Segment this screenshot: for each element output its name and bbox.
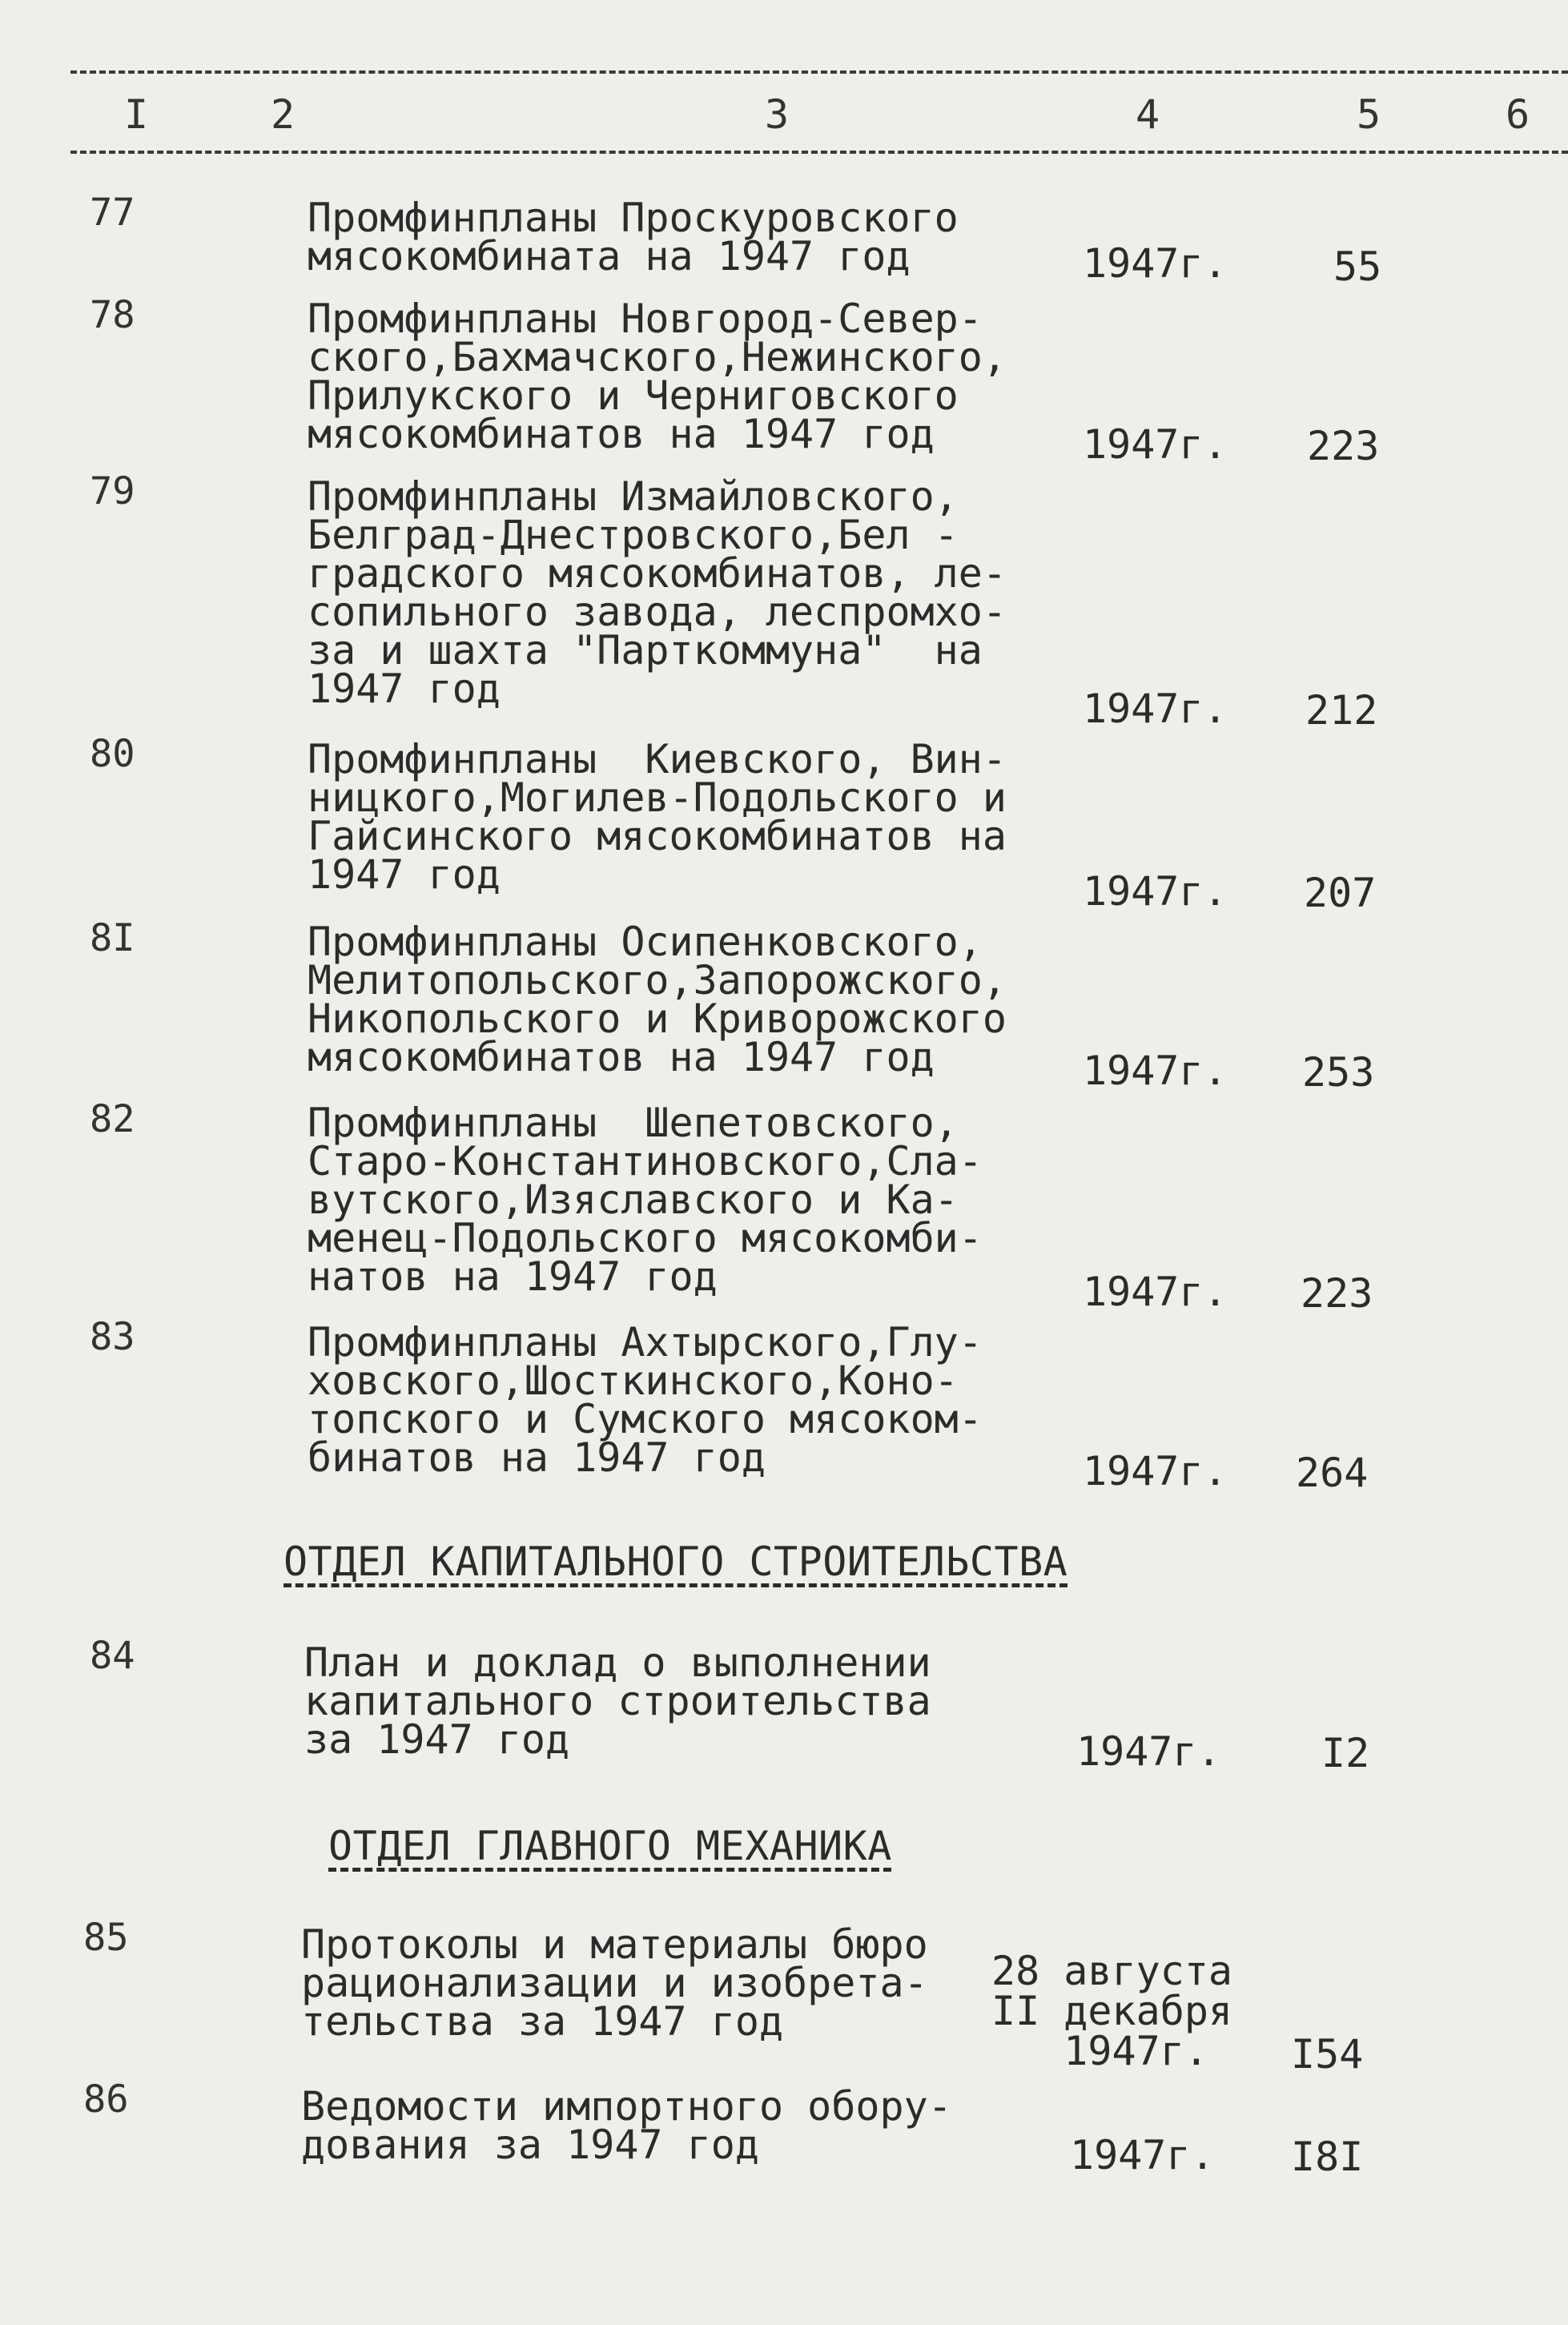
entry-count: 223 — [1301, 1270, 1373, 1317]
entry-date: 1947г. — [1083, 1048, 1228, 1094]
entry-count: 264 — [1296, 1450, 1369, 1496]
entry-description: Промфинпланы Шепетовского, Старо-Константиновского,Сла- вутского,Изяславского и Ка- менец-Подольского мясокомби- натов на 1947 год — [308, 1100, 983, 1300]
header-top-rule — [70, 70, 1568, 74]
header-bottom-rule — [70, 151, 1568, 154]
entry-description: План и доклад о выполнении капитального строительства за 1947 год — [304, 1639, 931, 1763]
column-number-1: I — [124, 91, 149, 138]
entry-count: I54 — [1291, 2031, 1364, 2078]
entry-number: 82 — [90, 1097, 135, 1141]
entry-date: 1947г. — [1083, 1448, 1228, 1494]
entry-description: Протоколы и материалы бюро рационализации и изобрета- тельства за 1947 год — [301, 1921, 928, 2045]
entry-count: 223 — [1307, 423, 1380, 469]
entry-description: Ведомости импортного обору- дования за 1947 год — [301, 2083, 952, 2168]
entry-count: I2 — [1321, 1730, 1370, 1776]
entry-description: Промфинпланы Измайловского, Белград-Днестровского,Бел - градского мясокомбинатов, ле- сопильного завода, леспромхо- за и шахта "Парткоммуна" на 1947 год — [308, 473, 1007, 712]
column-number-5: 5 — [1357, 91, 1381, 138]
entry-date: 1947г. — [1083, 686, 1228, 732]
entry-count: 212 — [1305, 687, 1378, 734]
entry-date: 1947г. — [1083, 868, 1228, 915]
entry-number: 84 — [90, 1634, 135, 1678]
section-heading-chief-mechanic: ОТДЕЛ ГЛАВНОГО МЕХАНИКА — [328, 1823, 892, 1869]
entry-count: 253 — [1302, 1049, 1375, 1096]
entry-number: 78 — [90, 293, 135, 337]
column-number-3: 3 — [765, 91, 790, 138]
entry-number: 86 — [83, 2078, 129, 2122]
entry-number: 8I — [90, 916, 135, 960]
entry-count: 55 — [1333, 243, 1382, 290]
entry-number: 85 — [83, 1916, 129, 1960]
entry-date: 1947г. — [1070, 2132, 1215, 2178]
entry-date-range: 28 августа II декабря 1947г. — [991, 1948, 1233, 2074]
entry-date: 1947г. — [1083, 240, 1228, 287]
entry-description: Промфинпланы Новгород-Север- ского,Бахмачского,Нежинского, Прилукского и Черниговского мясокомбинатов на 1947 год — [308, 296, 1007, 457]
section-heading-capital-construction: ОТДЕЛ КАПИТАЛЬНОГО СТРОИТЕЛЬСТВА — [283, 1539, 1068, 1585]
entry-number: 83 — [90, 1315, 135, 1359]
column-number-2: 2 — [271, 91, 296, 138]
entry-description: Промфинпланы Киевского, Вин- ницкого,Могилев-Подольского и Гайсинского мясокомбинатов на 1947 год — [308, 736, 1007, 898]
column-number-6: 6 — [1506, 91, 1530, 138]
entry-number: 80 — [90, 732, 135, 776]
entry-number: 77 — [90, 191, 135, 235]
entry-date: 1947г. — [1083, 1269, 1228, 1315]
entry-count: 207 — [1304, 870, 1377, 916]
entry-date: 1947г. — [1076, 1728, 1221, 1775]
entry-count: I8I — [1291, 2134, 1364, 2180]
entry-description: Промфинпланы Осипенковского, Мелитопольского,Запорожского, Никопольского и Криворожского мясокомбинатов на 1947 год — [308, 919, 1007, 1080]
entry-description: Промфинпланы Проскуровского мясокомбината на 1947 год — [308, 195, 959, 280]
entry-description: Промфинпланы Ахтырского,Глу- ховского,Шосткинского,Коно- топского и Сумского мясоком- бинатов на 1947 год — [308, 1319, 983, 1481]
entry-number: 79 — [90, 469, 135, 513]
column-number-4: 4 — [1136, 91, 1160, 138]
entry-date: 1947г. — [1083, 421, 1228, 468]
